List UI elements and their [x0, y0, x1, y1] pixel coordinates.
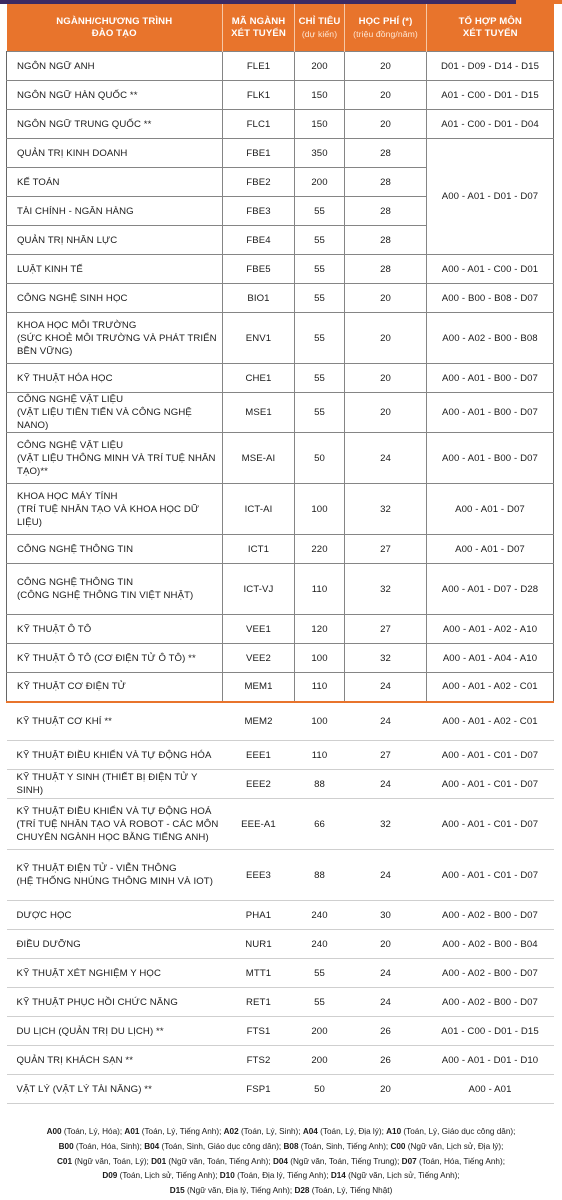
program-name-cell: [7, 702, 223, 741]
program-code: VEE1: [223, 615, 295, 644]
table-row: [7, 770, 554, 799]
program-quota: 110: [295, 673, 345, 702]
program-combo: A00 - A01 - B00 - D07: [427, 433, 554, 484]
program-quota: 110: [295, 741, 345, 770]
program-code: CHE1: [223, 364, 295, 393]
program-quota: 50: [295, 433, 345, 484]
program-code: MEM2: [223, 702, 295, 741]
program-combo: A00 - A02 - B00 - B04: [427, 930, 554, 959]
program-quota: 55: [295, 393, 345, 433]
program-code: FBE3: [223, 197, 295, 226]
program-fee: 24: [345, 770, 427, 799]
legend-desc: (Toán, Hóa, Sinh);: [73, 1141, 145, 1151]
program-name: KỸ THUẬT ĐIỆN TỬ - VIỄN THÔNG: [16, 863, 177, 874]
program-fee: 20: [345, 52, 427, 81]
program-fee: 28: [345, 255, 427, 284]
program-combo: A00 - A01 - A04 - A10: [427, 644, 554, 673]
program-combo: A00 - A01 - A02 - C01: [427, 702, 554, 741]
table-row: [7, 673, 554, 702]
program-name-cell: [7, 1017, 223, 1046]
program-quota: 150: [295, 81, 345, 110]
program-quota: 240: [295, 901, 345, 930]
table-row: [7, 799, 554, 850]
program-combo: A00 - B00 - B08 - D07: [427, 284, 554, 313]
program-name-cell: [7, 313, 223, 364]
program-combo: A00 - A01 - C00 - D01: [427, 255, 554, 284]
program-subname: (VẬT LIỆU THÔNG MINH VÀ TRÍ TUỆ NHÂN TẠO)**: [17, 452, 216, 477]
legend-desc: (Toán, Lý, Tiếng Nhật): [309, 1186, 393, 1196]
program-combo: A00 - A02 - B00 - B08: [427, 313, 554, 364]
legend-code: B00: [58, 1141, 74, 1151]
program-name-cell: [7, 673, 223, 702]
program-quota: 100: [295, 702, 345, 741]
program-name: KHOA HỌC MÁY TÍNH: [17, 490, 118, 502]
program-name: KẾ TOÁN: [17, 176, 60, 188]
program-code: FBE2: [223, 168, 295, 197]
program-code: ENV1: [223, 313, 295, 364]
table-row: [7, 1017, 554, 1046]
program-name: NGÔN NGỮ HÀN QUỐC **: [17, 89, 138, 101]
table-row: [7, 564, 554, 615]
program-combo: A00 - A02 - B00 - D07: [427, 901, 554, 930]
table-row: [7, 110, 554, 139]
legend-desc: (Toán, Lý, Hóa);: [61, 1127, 125, 1136]
program-quota: 55: [295, 988, 345, 1017]
program-name: KỸ THUẬT CƠ KHÍ **: [16, 715, 113, 727]
program-code: FBE4: [223, 226, 295, 255]
legend-code: C01: [57, 1156, 73, 1166]
program-combo: A00 - A01 - C01 - D07: [427, 850, 554, 901]
table-row: [7, 52, 554, 81]
program-quota: 55: [295, 255, 345, 284]
program-quota: 88: [295, 850, 345, 901]
program-fee: 32: [345, 484, 427, 535]
table-row: [7, 535, 554, 564]
program-name-cell: [7, 1046, 223, 1075]
program-code: ICT-AI: [223, 484, 295, 535]
program-name: KỸ THUẬT XÉT NGHIỆM Y HỌC: [16, 967, 161, 979]
legend-desc: (Ngữ văn, Lịch sử, Địa lý);: [405, 1141, 504, 1151]
program-quota: 55: [295, 197, 345, 226]
program-name: CÔNG NGHỆ THÔNG TIN: [17, 543, 134, 555]
table-body: [7, 52, 554, 1104]
program-name-cell: [7, 930, 223, 959]
legend-code: A01: [124, 1127, 140, 1136]
legend-code: D07: [401, 1156, 417, 1166]
program-subname: (TRÍ TUỆ NHÂN TẠO VÀ ROBOT - CÁC MÔN CHUYÊN NGÀNH HỌC BẰNG TIẾNG ANH): [16, 818, 219, 843]
program-name: KỸ THUẬT PHỤC HỒI CHỨC NĂNG: [16, 996, 178, 1008]
legend-code: A00: [46, 1127, 62, 1136]
table-row: [7, 850, 554, 901]
program-name-cell: [7, 770, 223, 799]
table-row: [7, 1075, 554, 1104]
program-name: QUẢN TRỊ KHÁCH SẠN **: [16, 1054, 134, 1066]
program-name: NGÔN NGỮ TRUNG QUỐC **: [17, 118, 152, 130]
program-name-cell: [7, 226, 223, 255]
program-combo: A01 - C00 - D01 - D04: [427, 110, 554, 139]
program-name: CÔNG NGHỆ THÔNG TIN: [17, 577, 134, 588]
program-fee: 28: [345, 168, 427, 197]
program-name-cell: [7, 644, 223, 673]
program-name-cell: [7, 1075, 223, 1104]
program-name: ĐIỀU DƯỠNG: [16, 938, 81, 950]
program-code: FSP1: [223, 1075, 295, 1104]
legend-code: D01: [151, 1156, 167, 1166]
program-quota: 110: [295, 564, 345, 615]
program-name-cell: [7, 168, 223, 197]
program-name-cell: [7, 81, 223, 110]
program-name: QUẢN TRỊ KINH DOANH: [17, 147, 128, 159]
program-code: RET1: [223, 988, 295, 1017]
program-code: NUR1: [223, 930, 295, 959]
legend-desc: (Toán, Hóa, Tiếng Anh);: [416, 1156, 505, 1166]
header-program: NGÀNH/CHƯƠNG TRÌNH ĐÀO TẠO: [7, 4, 223, 52]
program-combo: A00 - A01 - D07: [427, 484, 554, 535]
program-subname: (TRÍ TUỆ NHÂN TẠO VÀ KHOA HỌC DỮ LIỆU): [17, 503, 200, 528]
program-code: MEM1: [223, 673, 295, 702]
program-name-cell: [7, 959, 223, 988]
program-fee: 20: [345, 313, 427, 364]
header-combo: TỔ HỢP MÔN XÉT TUYỂN: [427, 4, 554, 52]
program-quota: 55: [295, 959, 345, 988]
program-code: FTS2: [223, 1046, 295, 1075]
table-header: [7, 4, 554, 52]
program-fee: 24: [345, 959, 427, 988]
table-row: [7, 1046, 554, 1075]
program-code: VEE2: [223, 644, 295, 673]
program-fee: 24: [345, 850, 427, 901]
program-quota: 50: [295, 1075, 345, 1104]
program-quota: 200: [295, 1046, 345, 1075]
program-name: KỸ THUẬT Ô TÔ (CƠ ĐIỆN TỬ Ô TÔ) **: [17, 652, 196, 664]
program-fee: 24: [345, 433, 427, 484]
legend-code: D15: [169, 1186, 185, 1196]
table-row: [7, 484, 554, 535]
program-name: KỸ THUẬT HÓA HỌC: [17, 372, 113, 384]
legend-code: D09: [102, 1171, 118, 1181]
program-name-cell: [7, 741, 223, 770]
table-row: [7, 284, 554, 313]
program-subname: (SỨC KHOẺ MÔI TRƯỜNG VÀ PHÁT TRIỂN BỀN VỮNG): [17, 332, 217, 357]
program-combo: A00 - A01 - D07: [427, 535, 554, 564]
program-code: FLC1: [223, 110, 295, 139]
program-combo: A00 - A01 - D07 - D28: [427, 564, 554, 615]
program-name-cell: [7, 535, 223, 564]
table-row: [7, 139, 554, 168]
program-subname: (VẬT LIỆU TIÊN TIẾN VÀ CÔNG NGHỆ NANO): [17, 407, 192, 431]
legend-code: D10: [219, 1171, 235, 1181]
legend-desc: (Ngữ văn, Toán, Lý);: [72, 1156, 152, 1166]
legend-desc: (Toán, Lý, Tiếng Anh);: [139, 1127, 224, 1136]
program-name: VẬT LÝ (VẬT LÝ TÀI NĂNG) **: [16, 1083, 152, 1095]
program-quota: 55: [295, 226, 345, 255]
program-quota: 120: [295, 615, 345, 644]
program-combo: A01 - C00 - D01 - D15: [427, 81, 554, 110]
program-code: FBE5: [223, 255, 295, 284]
program-name-cell: [7, 393, 223, 433]
program-fee: 24: [345, 702, 427, 741]
program-name-cell: [7, 988, 223, 1017]
legend-desc: (Ngữ văn, Lịch sử, Tiếng Anh);: [345, 1171, 460, 1181]
program-name: KHOA HỌC MÔI TRƯỜNG: [17, 319, 137, 331]
program-fee: 28: [345, 139, 427, 168]
header-fee: HỌC PHÍ (*) (triệu đồng/năm): [345, 4, 427, 52]
program-code: MSE1: [223, 393, 295, 433]
program-code: PHA1: [223, 901, 295, 930]
table-row: [7, 255, 554, 284]
program-quota: 88: [295, 770, 345, 799]
legend-desc: (Toán, Lý, Sinh);: [238, 1127, 303, 1136]
legend-desc: (Toán, Địa lý, Tiếng Anh);: [234, 1171, 331, 1181]
program-fee: 20: [345, 393, 427, 433]
legend-desc: (Ngữ văn, Toán, Tiếng Trung);: [288, 1156, 402, 1166]
program-name-cell: [7, 52, 223, 81]
legend-code: D14: [330, 1171, 346, 1181]
program-fee: 26: [345, 1046, 427, 1075]
subject-combination-legend: [0, 1125, 562, 1199]
header-code: MÃ NGÀNH XÉT TUYỂN: [223, 4, 295, 52]
program-quota: 350: [295, 139, 345, 168]
program-quota: 55: [295, 313, 345, 364]
table-row: [7, 313, 554, 364]
legend-code: A02: [223, 1127, 239, 1136]
program-name-cell: [7, 484, 223, 535]
program-name-cell: [7, 433, 223, 484]
program-code: FTS1: [223, 1017, 295, 1046]
program-name-cell: [7, 564, 223, 615]
program-fee: 27: [345, 741, 427, 770]
admission-table: [6, 4, 554, 1104]
program-code: EEE-A1: [223, 799, 295, 850]
legend-desc: (Toán, Lý, Địa lý);: [317, 1127, 387, 1136]
program-name: KỸ THUẬT ĐIỀU KHIỂN VÀ TỰ ĐỘNG HOÁ: [16, 805, 212, 817]
table-row: [7, 393, 554, 433]
program-fee: 27: [345, 615, 427, 644]
program-fee: 20: [345, 364, 427, 393]
table-row: [7, 930, 554, 959]
legend-desc: (Toán, Sinh, Giáo dục công dân);: [159, 1141, 284, 1151]
program-fee: 24: [345, 988, 427, 1017]
legend-code: A04: [302, 1127, 318, 1136]
program-subname: (CÔNG NGHỆ THÔNG TIN VIỆT NHẬT): [17, 590, 194, 601]
table-row: [7, 901, 554, 930]
table-row: [7, 433, 554, 484]
program-combo: A00 - A02 - B00 - D07: [427, 988, 554, 1017]
program-quota: 220: [295, 535, 345, 564]
program-name: CÔNG NGHỆ VẬT LIỆU: [17, 394, 124, 405]
program-name: KỸ THUẬT Y SINH (THIẾT BỊ ĐIỆN TỬ Y SINH): [16, 772, 198, 796]
program-quota: 100: [295, 484, 345, 535]
program-name: LUẬT KINH TẾ: [17, 263, 83, 275]
program-fee: 32: [345, 799, 427, 850]
program-quota: 240: [295, 930, 345, 959]
table-row: [7, 644, 554, 673]
program-name: KỸ THUẬT ĐIỀU KHIỂN VÀ TỰ ĐỘNG HÓA: [16, 749, 212, 761]
table-row: [7, 741, 554, 770]
program-fee: 30: [345, 901, 427, 930]
program-name-cell: [7, 110, 223, 139]
program-code: EEE2: [223, 770, 295, 799]
program-code: FBE1: [223, 139, 295, 168]
program-code: EEE1: [223, 741, 295, 770]
legend-desc: (Toán, Sinh, Tiếng Anh);: [298, 1141, 391, 1151]
program-combo: A00 - A01 - A02 - A10: [427, 615, 554, 644]
program-name-cell: [7, 284, 223, 313]
program-name-cell: [7, 850, 223, 901]
legend-desc: (Ngữ văn, Toán, Tiếng Anh);: [166, 1156, 273, 1166]
program-code: ICT-VJ: [223, 564, 295, 615]
program-fee: 27: [345, 535, 427, 564]
program-name: CÔNG NGHỆ VẬT LIỆU: [17, 439, 124, 451]
program-code: FLK1: [223, 81, 295, 110]
program-combo: A00 - A01 - B00 - D07: [427, 393, 554, 433]
program-combo: A01 - C00 - D01 - D15: [427, 1017, 554, 1046]
program-combo: A00 - A01 - C01 - D07: [427, 770, 554, 799]
program-name: NGÔN NGỮ ANH: [17, 60, 95, 72]
program-subname: (HỆ THỐNG NHÚNG THÔNG MINH VÀ IOT): [16, 876, 214, 887]
program-combo: A00 - A01: [427, 1075, 554, 1104]
program-combo: A00 - A01 - C01 - D07: [427, 741, 554, 770]
program-name: KỸ THUẬT CƠ ĐIỆN TỬ: [17, 681, 126, 693]
program-fee: 28: [345, 226, 427, 255]
program-fee: 20: [345, 930, 427, 959]
table-row: [7, 364, 554, 393]
program-name-cell: [7, 799, 223, 850]
program-fee: 20: [345, 81, 427, 110]
table-row: [7, 959, 554, 988]
program-fee: 28: [345, 197, 427, 226]
program-name-cell: [7, 615, 223, 644]
legend-code: D28: [294, 1186, 310, 1196]
program-name-cell: [7, 139, 223, 168]
legend-code: B04: [144, 1141, 160, 1151]
program-combo: A00 - A01 - C01 - D07: [427, 799, 554, 850]
program-name: DƯỢC HỌC: [16, 909, 72, 921]
program-quota: 100: [295, 644, 345, 673]
table-row: [7, 81, 554, 110]
program-name-cell: [7, 364, 223, 393]
program-code: MSE-AI: [223, 433, 295, 484]
program-name: CÔNG NGHỆ SINH HỌC: [17, 292, 128, 304]
program-combo: A00 - A01 - D01 - D07: [427, 139, 554, 255]
legend-code: B08: [283, 1141, 299, 1151]
program-fee: 32: [345, 644, 427, 673]
program-fee: 20: [345, 284, 427, 313]
program-quota: 150: [295, 110, 345, 139]
table-row: [7, 615, 554, 644]
program-name: TÀI CHÍNH - NGÂN HÀNG: [17, 205, 134, 217]
program-name-cell: [7, 255, 223, 284]
program-code: ICT1: [223, 535, 295, 564]
program-quota: 66: [295, 799, 345, 850]
program-combo: D01 - D09 - D14 - D15: [427, 52, 554, 81]
program-fee: 20: [345, 110, 427, 139]
legend-code: A10: [386, 1127, 402, 1136]
program-quota: 200: [295, 168, 345, 197]
table-row: [7, 988, 554, 1017]
program-code: FLE1: [223, 52, 295, 81]
program-name: QUẢN TRỊ NHÂN LỰC: [17, 234, 118, 246]
program-combo: A00 - A01 - B00 - D07: [427, 364, 554, 393]
program-quota: 200: [295, 52, 345, 81]
program-fee: 32: [345, 564, 427, 615]
program-name: KỸ THUẬT Ô TÔ: [17, 623, 92, 635]
program-name-cell: [7, 901, 223, 930]
legend-desc: (Ngữ văn, Địa lý, Tiếng Anh);: [184, 1186, 295, 1196]
program-fee: 26: [345, 1017, 427, 1046]
program-code: EEE3: [223, 850, 295, 901]
program-code: MTT1: [223, 959, 295, 988]
program-combo: A00 - A02 - B00 - D07: [427, 959, 554, 988]
program-combo: A00 - A01 - D01 - D10: [427, 1046, 554, 1075]
program-quota: 200: [295, 1017, 345, 1046]
legend-code: C00: [390, 1141, 406, 1151]
program-quota: 55: [295, 364, 345, 393]
program-quota: 55: [295, 284, 345, 313]
program-name: DU LỊCH (QUẢN TRỊ DU LỊCH) **: [16, 1025, 164, 1037]
table-row: [7, 702, 554, 741]
header-quota: CHỈ TIÊU (dự kiến): [295, 4, 345, 52]
legend-desc: (Toán, Lý, Giáo dục công dân);: [401, 1127, 516, 1136]
program-combo: A00 - A01 - A02 - C01: [427, 673, 554, 702]
legend-code: D04: [272, 1156, 288, 1166]
program-code: BIO1: [223, 284, 295, 313]
program-name-cell: [7, 197, 223, 226]
legend-desc: (Toán, Lịch sử, Tiếng Anh);: [117, 1171, 220, 1181]
program-fee: 24: [345, 673, 427, 702]
program-fee: 20: [345, 1075, 427, 1104]
